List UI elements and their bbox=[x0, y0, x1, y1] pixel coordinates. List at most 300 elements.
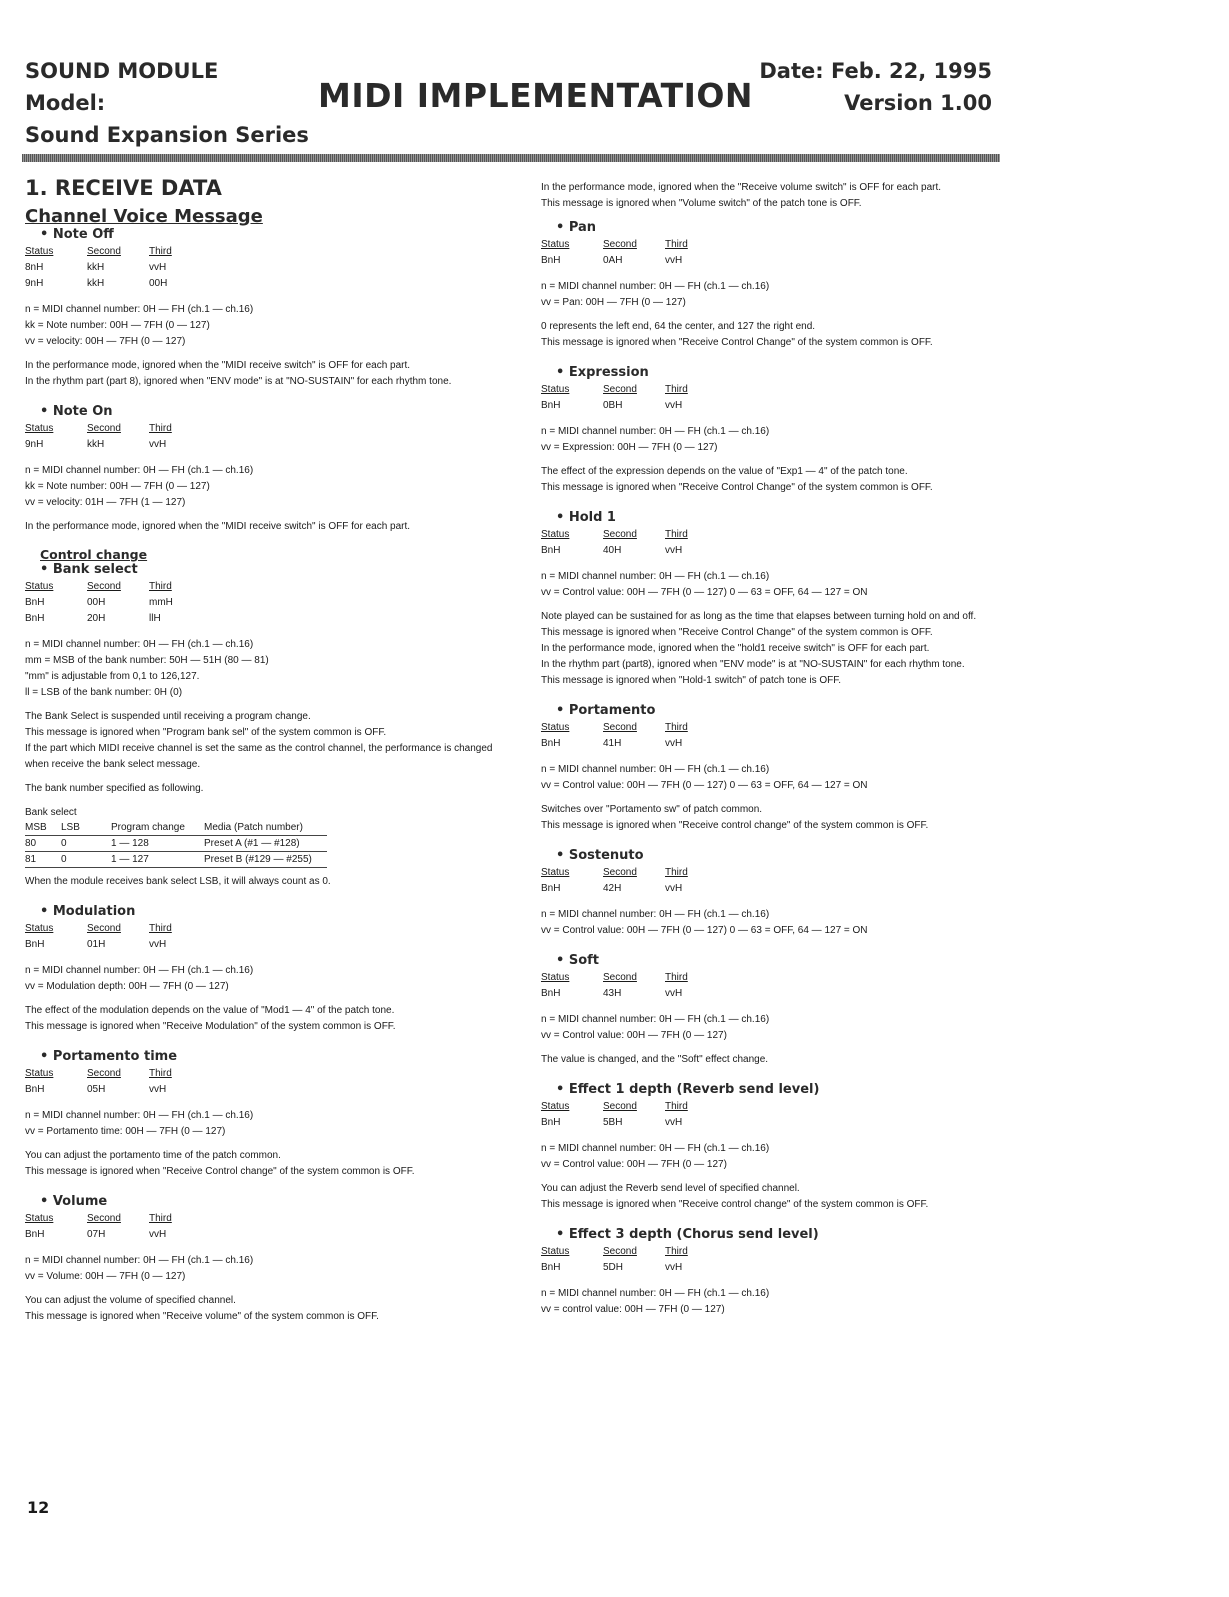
text-line: In the performance mode, ignored when the "Receive volume switch" is OFF for each part. bbox=[541, 182, 942, 193]
table-cell: vvH bbox=[149, 939, 167, 950]
table-cell: BnH bbox=[25, 1229, 45, 1240]
text-line: Switches over "Portamento sw" of patch common. bbox=[541, 804, 763, 815]
message-title: • Volume bbox=[40, 1194, 108, 1209]
table-header-text: Second bbox=[603, 972, 637, 983]
message-table bbox=[541, 527, 1011, 559]
table-header-cell bbox=[665, 865, 725, 881]
table-header-text: Third bbox=[149, 1213, 172, 1224]
paragraph bbox=[541, 569, 1011, 601]
table-header-cell bbox=[603, 970, 665, 986]
table-cell: mmH bbox=[149, 597, 173, 608]
message-table bbox=[25, 1066, 510, 1098]
table-cell: 0AH bbox=[603, 255, 623, 266]
table-header-cell bbox=[541, 720, 603, 736]
bank-cell: 1 — 127 bbox=[111, 854, 149, 865]
table-row bbox=[541, 398, 1011, 414]
message-section bbox=[541, 365, 1011, 496]
table-cell: 41H bbox=[603, 738, 622, 749]
bank-select bbox=[25, 562, 510, 890]
text-line: vv = Pan: 00H — 7FH (0 — 127) bbox=[541, 297, 686, 308]
table-header-text: Second bbox=[603, 867, 637, 878]
paragraph bbox=[541, 1012, 1011, 1044]
right-sections bbox=[541, 220, 1011, 1318]
text-line: The effect of the expression depends on the value of "Exp1 — 4" of the patch tone. bbox=[541, 466, 908, 477]
paragraph bbox=[25, 709, 510, 773]
table-cell: 42H bbox=[603, 883, 622, 894]
table-header-cell bbox=[149, 421, 209, 437]
table-cell: 00H bbox=[149, 278, 168, 289]
bank-table-row bbox=[25, 836, 327, 852]
table-header-row bbox=[25, 421, 510, 437]
message-title: • Soft bbox=[556, 953, 599, 968]
table-header-cell bbox=[149, 579, 209, 595]
message-section bbox=[25, 904, 510, 1035]
table-header-cell bbox=[541, 970, 603, 986]
text-line: n = MIDI channel number: 0H — FH (ch.1 — ch.16) bbox=[541, 1014, 770, 1025]
table-header-row bbox=[541, 970, 1011, 986]
text-line: vv = velocity: 00H — 7FH (0 — 127) bbox=[25, 336, 186, 347]
table-header-cell bbox=[25, 1211, 87, 1227]
table-header-cell bbox=[665, 720, 725, 736]
text-line: n = MIDI channel number: 0H — FH (ch.1 — ch.16) bbox=[25, 1110, 254, 1121]
table-row bbox=[25, 611, 510, 627]
text-line: n = MIDI channel number: 0H — FH (ch.1 — ch.16) bbox=[541, 426, 770, 437]
table-cell: vvH bbox=[665, 988, 683, 999]
paragraph bbox=[25, 1108, 510, 1140]
text-line: 0 represents the left end, 64 the center, and 127 the right end. bbox=[541, 321, 816, 332]
paragraph bbox=[541, 279, 1011, 311]
table-header-row bbox=[25, 579, 510, 595]
table-row bbox=[541, 1260, 1011, 1276]
paragraph bbox=[25, 637, 510, 701]
table-row bbox=[25, 276, 510, 292]
text-line: kk = Note number: 00H — 7FH (0 — 127) bbox=[25, 481, 210, 492]
paragraph bbox=[25, 1003, 510, 1035]
table-header-text: Status bbox=[541, 722, 570, 733]
page-number: 12 bbox=[27, 1498, 50, 1517]
right-intro bbox=[541, 180, 1011, 212]
message-title: • Hold 1 bbox=[556, 510, 616, 525]
table-header-cell bbox=[87, 1211, 149, 1227]
table-cell: 5BH bbox=[603, 1117, 623, 1128]
table-header-cell bbox=[25, 244, 87, 260]
page-title: MIDI IMPLEMENTATION bbox=[318, 76, 754, 115]
paragraph bbox=[541, 319, 1011, 351]
text-line: This message is ignored when "Receive Control Change" of the system common is OFF. bbox=[541, 627, 933, 638]
message-section bbox=[541, 953, 1011, 1068]
text-line: n = MIDI channel number: 0H — FH (ch.1 — ch.16) bbox=[541, 1288, 770, 1299]
section-title: 1. RECEIVE DATA bbox=[25, 176, 222, 200]
text-line: You can adjust the Reverb send level of specified channel. bbox=[541, 1183, 800, 1194]
message-section bbox=[541, 220, 1011, 351]
paragraph bbox=[541, 1286, 1011, 1318]
text-line: vv = velocity: 01H — 7FH (1 — 127) bbox=[25, 497, 186, 508]
table-header-row bbox=[541, 720, 1011, 736]
table-header-text: Second bbox=[603, 1101, 637, 1112]
table-header-cell bbox=[25, 579, 87, 595]
table-cell: vvH bbox=[149, 1084, 167, 1095]
table-cell: BnH bbox=[25, 1084, 45, 1095]
table-header-text: Third bbox=[665, 239, 688, 250]
table-header-cell bbox=[87, 244, 149, 260]
table-header-cell bbox=[603, 865, 665, 881]
table-header-cell bbox=[25, 921, 87, 937]
table-header-text: Status bbox=[541, 1246, 570, 1257]
text-line: n = MIDI channel number: 0H — FH (ch.1 — ch.16) bbox=[541, 571, 770, 582]
bank-cell: Preset B (#129 — #255) bbox=[204, 854, 312, 865]
table-cell: BnH bbox=[541, 545, 561, 556]
text-line: vv = Control value: 00H — 7FH (0 — 127) bbox=[541, 1030, 727, 1041]
bank-table bbox=[25, 805, 510, 868]
text-line: n = MIDI channel number: 0H — FH (ch.1 — ch.16) bbox=[541, 1143, 770, 1154]
table-header-text: Second bbox=[87, 246, 121, 257]
header-model: Model: bbox=[25, 91, 106, 115]
message-table bbox=[541, 1099, 1011, 1131]
text-line: ll = LSB of the bank number: 0H (0) bbox=[25, 687, 183, 698]
table-header-row bbox=[25, 1066, 510, 1082]
text-line: You can adjust the volume of specified channel. bbox=[25, 1295, 236, 1306]
message-section bbox=[541, 703, 1011, 834]
text-line: n = MIDI channel number: 0H — FH (ch.1 — ch.16) bbox=[25, 965, 254, 976]
message-title: • Portamento time bbox=[40, 1049, 178, 1064]
paragraph bbox=[25, 1148, 510, 1180]
table-header-cell bbox=[87, 421, 149, 437]
text-line: This message is ignored when "Receive Modulation" of the system common is OFF. bbox=[25, 1021, 396, 1032]
text-line: n = MIDI channel number: 0H — FH (ch.1 — ch.16) bbox=[541, 281, 770, 292]
message-title: • Sostenuto bbox=[556, 848, 644, 863]
header-date: Date: Feb. 22, 1995 bbox=[759, 59, 992, 83]
table-header-row bbox=[25, 921, 510, 937]
table-cell: BnH bbox=[541, 400, 561, 411]
table-header-cell bbox=[149, 921, 209, 937]
message-title: • Expression bbox=[556, 365, 649, 380]
paragraph bbox=[25, 1293, 510, 1325]
table-row bbox=[541, 736, 1011, 752]
table-header-cell bbox=[665, 237, 725, 253]
text-line: You can adjust the portamento time of the patch common. bbox=[25, 1150, 281, 1161]
table-header-row bbox=[541, 237, 1011, 253]
table-header-text: Third bbox=[665, 384, 688, 395]
text-line: This message is ignored when "Receive Control change" of the system common is OFF. bbox=[25, 1166, 415, 1177]
table-header-text: Third bbox=[149, 246, 172, 257]
table-header-text: Status bbox=[25, 1213, 54, 1224]
table-header-text: Second bbox=[603, 1246, 637, 1257]
paragraph bbox=[541, 1052, 1011, 1068]
text-line: "mm" is adjustable from 0,1 to 126,127. bbox=[25, 671, 200, 682]
table-header-row bbox=[541, 1099, 1011, 1115]
table-cell: BnH bbox=[541, 1262, 561, 1273]
paragraph bbox=[25, 1253, 510, 1285]
message-section bbox=[25, 404, 510, 535]
bank-table-header bbox=[25, 820, 327, 836]
paragraph bbox=[541, 907, 1011, 939]
table-header-cell bbox=[665, 1244, 725, 1260]
message-table bbox=[541, 970, 1011, 1002]
table-header-cell bbox=[25, 421, 87, 437]
table-header-text: Third bbox=[149, 923, 172, 934]
table-cell: vvH bbox=[665, 545, 683, 556]
text-line: Note played can be sustained for as long as the time that elapses between turning hold on and off. bbox=[541, 611, 977, 622]
paragraph bbox=[541, 762, 1011, 794]
table-row bbox=[25, 937, 510, 953]
text-line: In the rhythm part (part 8), ignored when "ENV mode" is at "NO-SUSTAIN" for each rhythm tone. bbox=[25, 376, 452, 387]
table-header-text: Status bbox=[541, 529, 570, 540]
table-cell: BnH bbox=[541, 883, 561, 894]
text-line: vv = Volume: 00H — 7FH (0 — 127) bbox=[25, 1271, 186, 1282]
table-cell: BnH bbox=[541, 988, 561, 999]
table-cell: vvH bbox=[665, 1117, 683, 1128]
table-cell: vvH bbox=[149, 1229, 167, 1240]
table-header-row bbox=[541, 382, 1011, 398]
table-cell: 9nH bbox=[25, 278, 44, 289]
bank-note: When the module receives bank select LSB, it will always count as 0. bbox=[25, 876, 331, 887]
bank-cell: Preset A (#1 — #128) bbox=[204, 838, 300, 849]
table-cell: 20H bbox=[87, 613, 106, 624]
table-header-cell bbox=[149, 1066, 209, 1082]
table-cell: 5DH bbox=[603, 1262, 624, 1273]
bank-cell: 0 bbox=[61, 854, 67, 865]
table-cell: kkH bbox=[87, 262, 105, 273]
table-header-cell bbox=[541, 1244, 603, 1260]
paragraph bbox=[25, 463, 510, 511]
table-header-text: Third bbox=[149, 423, 172, 434]
text-line: In the performance mode, ignored when the "MIDI receive switch" is OFF for each part. bbox=[25, 360, 411, 371]
message-table bbox=[25, 421, 510, 453]
table-header-text: Status bbox=[541, 972, 570, 983]
text-line: This message is ignored when "Receive Control Change" of the system common is OFF. bbox=[541, 482, 933, 493]
message-table bbox=[25, 1211, 510, 1243]
text-line: This message is ignored when "Hold-1 switch" of patch tone is OFF. bbox=[541, 675, 842, 686]
table-header-cell bbox=[541, 527, 603, 543]
table-row bbox=[541, 543, 1011, 559]
text-line: vv = Control value: 00H — 7FH (0 — 127) bbox=[541, 1159, 727, 1170]
bank-table-row bbox=[25, 852, 327, 868]
table-header-text: Status bbox=[541, 867, 570, 878]
bank-header-cell: Media (Patch number) bbox=[204, 822, 303, 833]
table-cell: BnH bbox=[541, 255, 561, 266]
paragraph bbox=[25, 358, 510, 390]
table-header-text: Status bbox=[541, 1101, 570, 1112]
message-title: • Portamento bbox=[556, 703, 656, 718]
table-cell: vvH bbox=[665, 400, 683, 411]
bank-header-cell: MSB bbox=[25, 822, 47, 833]
text-line: n = MIDI channel number: 0H — FH (ch.1 — ch.16) bbox=[541, 909, 770, 920]
table-header-text: Second bbox=[603, 722, 637, 733]
table-row bbox=[25, 595, 510, 611]
text-line: kk = Note number: 00H — 7FH (0 — 127) bbox=[25, 320, 210, 331]
header-rule bbox=[22, 154, 1000, 162]
table-header-cell bbox=[541, 237, 603, 253]
table-header-cell bbox=[665, 382, 725, 398]
message-section bbox=[541, 510, 1011, 689]
text-line: The value is changed, and the "Soft" effect change. bbox=[541, 1054, 769, 1065]
table-cell: 43H bbox=[603, 988, 622, 999]
table-header-cell bbox=[603, 382, 665, 398]
table-header-text: Status bbox=[541, 239, 570, 250]
left-sections-a bbox=[25, 227, 510, 535]
text-line: vv = Control value: 00H — 7FH (0 — 127) 0 — 63 = OFF, 64 — 127 = ON bbox=[541, 925, 868, 936]
paragraph bbox=[541, 802, 1011, 834]
paragraph bbox=[25, 519, 510, 535]
left-sections-b bbox=[25, 904, 510, 1325]
paragraph bbox=[25, 781, 510, 797]
message-table bbox=[541, 237, 1011, 269]
text-line: vv = Portamento time: 00H — 7FH (0 — 127) bbox=[25, 1126, 226, 1137]
message-title: • Note Off bbox=[40, 227, 114, 242]
table-header-cell bbox=[25, 1066, 87, 1082]
message-section bbox=[541, 1227, 1011, 1318]
table-cell: vvH bbox=[149, 439, 167, 450]
text-line: This message is ignored when "Receive control change" of the system common is OFF. bbox=[541, 820, 929, 831]
header-product: SOUND MODULE bbox=[25, 59, 219, 83]
table-header-row bbox=[25, 1211, 510, 1227]
text-line: This message is ignored when "Receive volume" of the system common is OFF. bbox=[25, 1311, 379, 1322]
paragraph bbox=[25, 302, 510, 350]
table-cell: 9nH bbox=[25, 439, 44, 450]
paragraph bbox=[541, 609, 1011, 689]
text-line: n = MIDI channel number: 0H — FH (ch.1 — ch.16) bbox=[25, 639, 254, 650]
paragraph bbox=[541, 1141, 1011, 1173]
table-header-cell bbox=[603, 527, 665, 543]
table-cell: BnH bbox=[25, 597, 45, 608]
table-header-cell bbox=[665, 527, 725, 543]
message-title: • Pan bbox=[556, 220, 597, 235]
table-header-cell bbox=[603, 720, 665, 736]
table-header-text: Third bbox=[665, 722, 688, 733]
text-line: n = MIDI channel number: 0H — FH (ch.1 — ch.16) bbox=[25, 304, 254, 315]
text-line: In the performance mode, ignored when the "MIDI receive switch" is OFF for each part. bbox=[25, 521, 411, 532]
table-header-cell bbox=[149, 1211, 209, 1227]
bank-cell: 81 bbox=[25, 854, 37, 865]
text-line: In the rhythm part (part8), ignored when "ENV mode" is at "NO-SUSTAIN" for each rhythm tone. bbox=[541, 659, 965, 670]
text-line: This message is ignored when "Receive control change" of the system common is OFF. bbox=[541, 1199, 929, 1210]
table-header-text: Second bbox=[603, 529, 637, 540]
table-header-text: Status bbox=[541, 384, 570, 395]
table-cell: vvH bbox=[665, 738, 683, 749]
message-table bbox=[25, 244, 510, 292]
table-header-text: Status bbox=[25, 1068, 54, 1079]
table-cell: llH bbox=[149, 613, 161, 624]
table-header-text: Second bbox=[603, 384, 637, 395]
message-table bbox=[541, 865, 1011, 897]
table-row bbox=[25, 437, 510, 453]
table-header-row bbox=[541, 527, 1011, 543]
table-header-row bbox=[541, 865, 1011, 881]
message-section bbox=[25, 227, 510, 390]
table-cell: vvH bbox=[665, 883, 683, 894]
table-row bbox=[25, 1082, 510, 1098]
table-header-text: Third bbox=[665, 1101, 688, 1112]
header-right bbox=[759, 55, 992, 119]
text-line: The effect of the modulation depends on the value of "Mod1 — 4" of the patch tone. bbox=[25, 1005, 395, 1016]
table-cell: 40H bbox=[603, 545, 622, 556]
table-header-text: Status bbox=[25, 246, 54, 257]
table-row bbox=[25, 260, 510, 276]
table-header-text: Third bbox=[149, 581, 172, 592]
table-header-text: Second bbox=[603, 239, 637, 250]
table-header-row bbox=[25, 244, 510, 260]
bank-table-label: Bank select bbox=[25, 807, 77, 818]
table-header-text: Status bbox=[25, 423, 54, 434]
bank-cell: 80 bbox=[25, 838, 37, 849]
table-header-text: Status bbox=[25, 581, 54, 592]
text-line: vv = control value: 00H — 7FH (0 — 127) bbox=[541, 1304, 725, 1315]
message-section bbox=[541, 848, 1011, 939]
text-line: vv = Control value: 00H — 7FH (0 — 127) 0 — 63 = OFF, 64 — 127 = ON bbox=[541, 587, 868, 598]
text-line: The bank number specified as following. bbox=[25, 783, 204, 794]
text-line: mm = MSB of the bank number: 50H — 51H (80 — 81) bbox=[25, 655, 269, 666]
text-line: This message is ignored when "Program bank sel" of the system common is OFF. bbox=[25, 727, 387, 738]
message-table bbox=[25, 921, 510, 953]
message-table bbox=[541, 720, 1011, 752]
table-header-cell bbox=[541, 1099, 603, 1115]
message-title: • Note On bbox=[40, 404, 113, 419]
bank-select-section bbox=[25, 562, 510, 890]
table-cell: 0BH bbox=[603, 400, 623, 411]
table-header-text: Third bbox=[665, 867, 688, 878]
bank-cell: 1 — 128 bbox=[111, 838, 149, 849]
table-header-text: Status bbox=[25, 923, 54, 934]
message-section bbox=[541, 1082, 1011, 1213]
table-cell: BnH bbox=[25, 939, 45, 950]
text-line: In the performance mode, ignored when the "hold1 receive switch" is OFF for each part. bbox=[541, 643, 930, 654]
table-header-cell bbox=[665, 1099, 725, 1115]
paragraph bbox=[541, 424, 1011, 456]
table-cell: BnH bbox=[541, 1117, 561, 1128]
table-row bbox=[541, 881, 1011, 897]
table-header-cell bbox=[87, 921, 149, 937]
table-cell: BnH bbox=[541, 738, 561, 749]
control-change-title: Control change bbox=[40, 547, 148, 562]
table-header-text: Second bbox=[87, 1068, 121, 1079]
table-row bbox=[541, 986, 1011, 1002]
message-section bbox=[25, 1049, 510, 1180]
bank-cell: 0 bbox=[61, 838, 67, 849]
table-cell: 07H bbox=[87, 1229, 106, 1240]
text-line: vv = Expression: 00H — 7FH (0 — 127) bbox=[541, 442, 718, 453]
text-line: This message is ignored when "Receive Control Change" of the system common is OFF. bbox=[541, 337, 933, 348]
table-header-cell bbox=[541, 382, 603, 398]
table-header-cell bbox=[149, 244, 209, 260]
table-cell: vvH bbox=[665, 1262, 683, 1273]
bank-header-cell: LSB bbox=[61, 822, 80, 833]
message-title: • Modulation bbox=[40, 904, 136, 919]
text-line: vv = Modulation depth: 00H — 7FH (0 — 127) bbox=[25, 981, 229, 992]
left-column bbox=[25, 176, 510, 1339]
table-cell: 8nH bbox=[25, 262, 44, 273]
table-header-text: Second bbox=[87, 923, 121, 934]
message-table bbox=[541, 1244, 1011, 1276]
table-cell: kkH bbox=[87, 439, 105, 450]
text-line: This message is ignored when "Volume switch" of the patch tone is OFF. bbox=[541, 198, 862, 209]
message-table bbox=[541, 382, 1011, 414]
table-cell: 05H bbox=[87, 1084, 106, 1095]
paragraph bbox=[25, 963, 510, 995]
message-section bbox=[25, 1194, 510, 1325]
table-header-cell bbox=[541, 865, 603, 881]
paragraph bbox=[541, 1181, 1011, 1213]
header-left bbox=[25, 55, 309, 151]
message-title: • Effect 1 depth (Reverb send level) bbox=[556, 1082, 820, 1097]
table-header-text: Second bbox=[87, 1213, 121, 1224]
table-cell: vvH bbox=[665, 255, 683, 266]
table-header-text: Second bbox=[87, 423, 121, 434]
text-line: If the part which MIDI receive channel is set the same as the control channel, the performance is changed when receive the bank select message. bbox=[25, 743, 493, 770]
table-cell: 01H bbox=[87, 939, 106, 950]
table-cell: BnH bbox=[25, 613, 45, 624]
text-line: n = MIDI channel number: 0H — FH (ch.1 — ch.16) bbox=[25, 465, 254, 476]
table-header-text: Second bbox=[87, 581, 121, 592]
